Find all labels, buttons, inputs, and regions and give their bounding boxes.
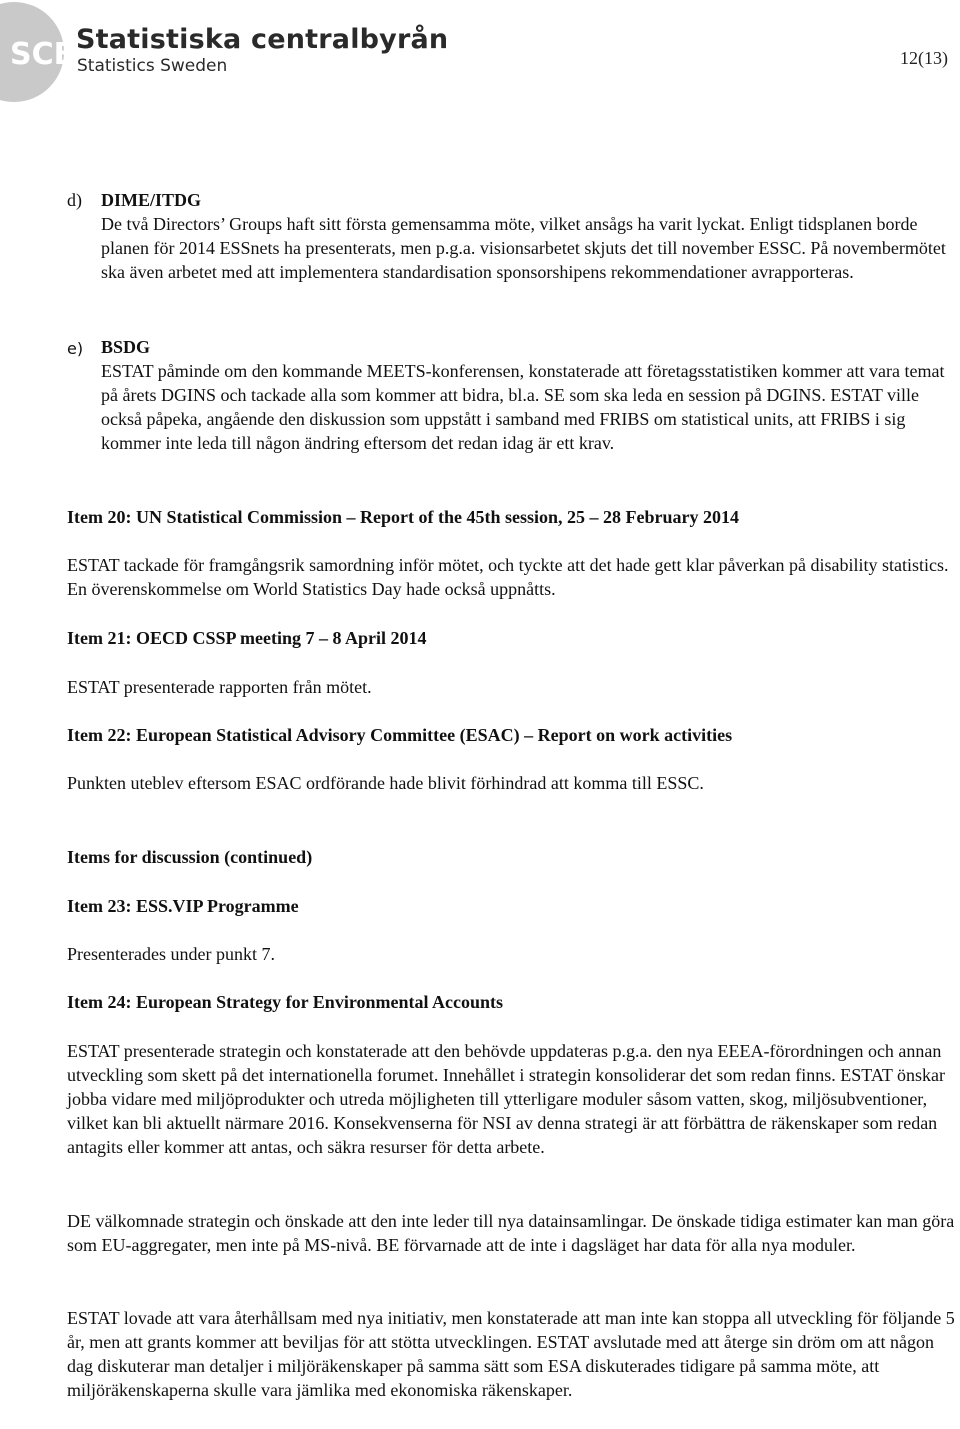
item-20-heading: Item 20: UN Statistical Commission – Report of the 45th session, 25 – 28 February 2014 — [67, 507, 739, 527]
page-number: 12(13) — [900, 48, 948, 68]
org-name-english: Statistics Sweden — [77, 56, 228, 76]
item-24-heading: Item 24: European Strategy for Environmental Accounts — [67, 992, 503, 1012]
org-name: Statistiska centralbyrån — [76, 24, 449, 55]
item-d-body: De två Directors’ Groups haft sitt första gemensamma möte, vilket ansågs ha varit lyckat. Enligt tidsplanen borde planen för 2014 ESSnets ha presenterats, men p.g.a. visionsarbetet skjuts det till november ESSC. På novembermötet ska även arbetet med att implementera standardisation sponsorshipens rekommendationer avrapporteras. — [101, 214, 946, 282]
scb-logo-icon — [0, 2, 77, 102]
item-24-paragraph-1: ESTAT presenterade strategin och konstaterade att den behövde uppdateras p.g.a. den nya EEEA-förordningen och annan utveckling som skett på det internationella forumet. Innehållet i strategin konsoliderar det som redan finns. ESTAT önskar jobba vidare med miljöprodukter och utreda möjligheten till ytterligare moduler såsom vatten, skog, miljösubventioner, vilket kan bli aktuellt närmare 2016. Konsekvenserna för NSI av denna strategi är att förbättra de räkenskaper som redan antagits eller kommer att antas, och säkra resurser för detta arbete. — [67, 1041, 946, 1157]
item-21-heading: Item 21: OECD CSSP meeting 7 – 8 April 2014 — [67, 628, 427, 648]
item-21-body: ESTAT presenterade rapporten från mötet. — [67, 677, 372, 697]
item-20-body: ESTAT tackade för framgångsrik samordning inför mötet, och tyckte att det hade gett klar påverkan på disability statistics. En överenskommelse om World Statistics Day hade också uppnåtts. — [67, 555, 949, 599]
item-22-body: Punkten uteblev eftersom ESAC ordförande hade blivit förhindrad att komma till ESSC. — [67, 773, 704, 793]
section-heading-discussion: Items for discussion (continued) — [67, 847, 313, 867]
item-23-heading: Item 23: ESS.VIP Programme — [67, 896, 299, 916]
item-22-heading: Item 22: European Statistical Advisory Committee (ESAC) – Report on work activities — [67, 725, 733, 745]
svg-text:SCB: SCB — [10, 37, 77, 72]
list-marker-d: d) — [67, 190, 82, 210]
item-24-paragraph-2: DE välkomnade strategin och önskade att den inte leder till nya datainsamlingar. De önskade tidiga estimater kan man göra som EU-aggregater, men inte på MS-nivå. BE förvarnade att de inte i dagsläget har data för alla nya moduler. — [67, 1211, 955, 1255]
list-marker-e: e) — [67, 339, 84, 358]
page-header — [0, 0, 960, 110]
item-24-paragraph-3: ESTAT lovade att vara återhållsam med nya initiativ, men konstaterade att man inte kan stoppa all utveckling för följande 5 år, men att grants kommer att beviljas för att stötta utvecklingen. ESTAT avslutade med att återge sin dröm om att någon dag diskuterar man detaljer i miljöräkenskaper på samma sätt som ESA diskuterades tidigare på samma möte, att miljöräkenskaperna skulle vara jämlika med ekonomiska räkenskaper. — [67, 1308, 955, 1400]
item-23-body: Presenterades under punkt 7. — [67, 944, 275, 964]
item-e-title: BSDG — [101, 337, 151, 357]
item-d-title: DIME/ITDG — [101, 190, 202, 210]
item-e-body: ESTAT påminde om den kommande MEETS-konferensen, konstaterade att företagsstatistiken kommer att vara temat på årets DGINS och tackade alla som kommer att bidra, bl.a. SE som ska leda en session på DGINS. ESTAT ville också påpeka, angående den diskussion som uppstått i samband med FRIBS om statistical units, att FRIBS i sig kommer inte leda till någon ändring eftersom det redan idag är ett krav. — [101, 361, 945, 453]
